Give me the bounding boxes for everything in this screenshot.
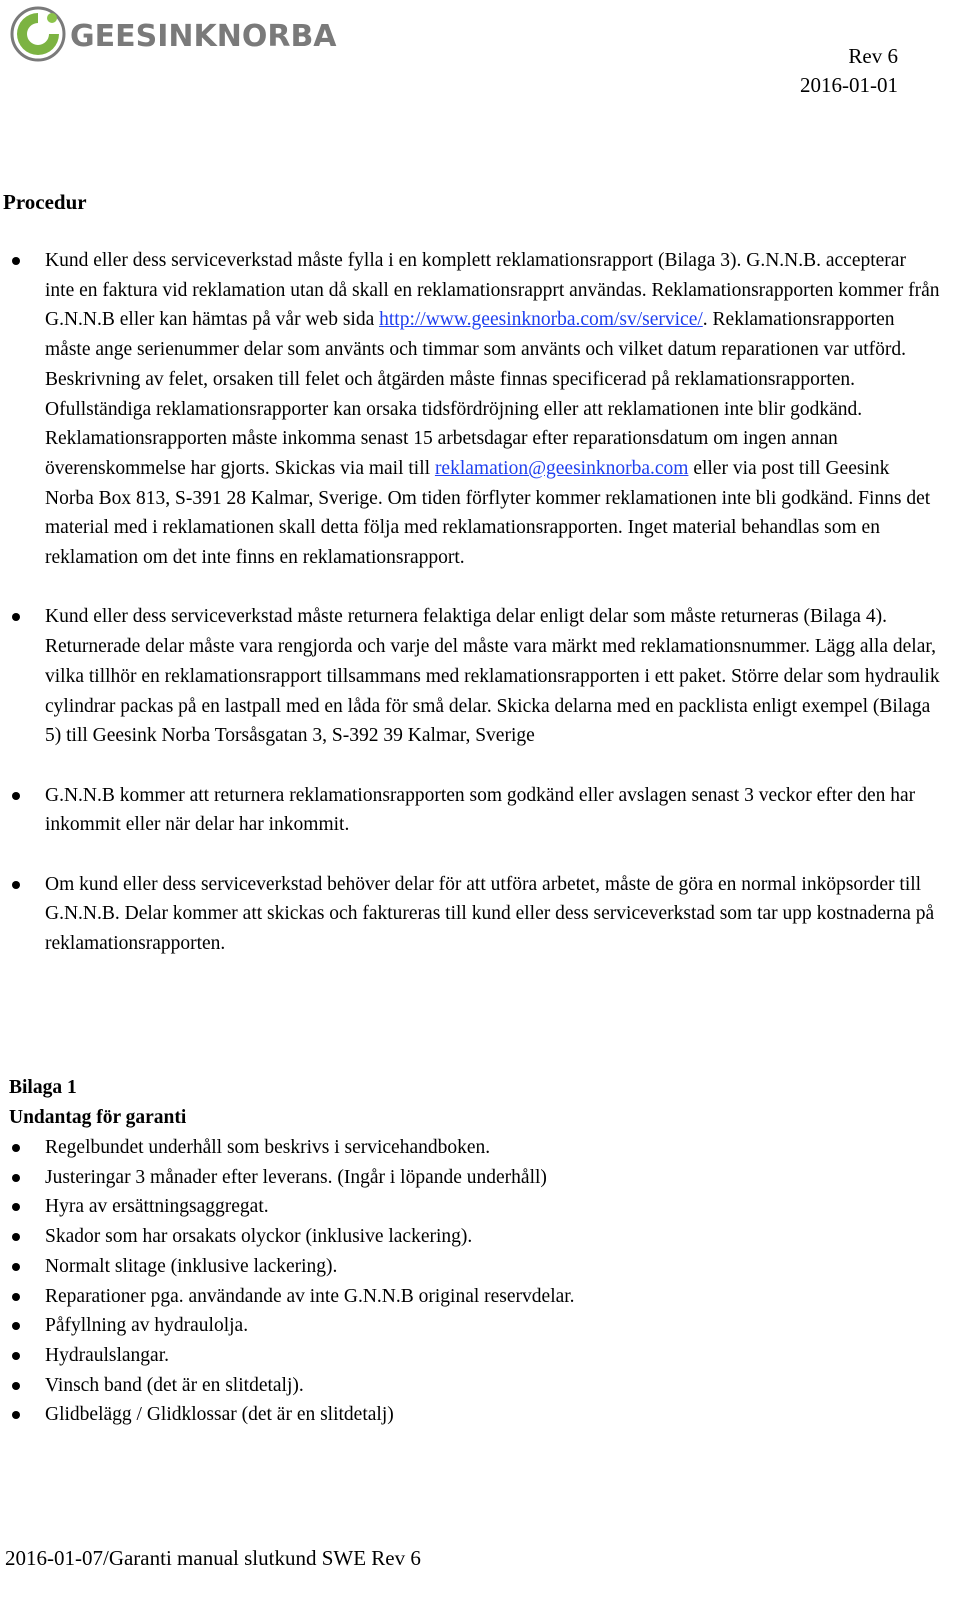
revision-date: 2016-01-01: [800, 73, 898, 97]
list-item: [0, 1371, 960, 1401]
exception-text: Skador som har orsakats olyckor (inklusive lackering).: [45, 1226, 473, 1248]
procedure-item-response: [0, 781, 960, 840]
procedure-text: . Reklamationsrapporten måste ange serienummer delar som använts och timmar som använts och vilket datum reparationen var utförd. Beskrivning av felet, orsaken till felet och åtgärden måste finnas specificerad på reklamationsrapporten. Ofullständiga reklamationsrapporter kan orsaka tidsfördröjning eller att reklamationen inte blir godkänd. Reklamationsrapporten måste inkomma senast 15 arbetsdagar efter reparationsdatum om ingen annan överenskommelse har gjorts. Skickas via mail till: [45, 309, 906, 479]
procedure-text: eller via post till Geesink Norba Box 813, S-391 28 Kalmar, Sverige. Om tiden förflyter kommer reklamationen inte bli godkänd. Finns det material med i reklamationen skall detta följa med reklamationsrapporten. Inget material behandlas som en reklamation om det inte finns en reklamationsrapport.: [45, 457, 931, 569]
exceptions-section: [0, 1133, 960, 1430]
list-item: [0, 1252, 960, 1282]
procedure-heading: Procedur: [3, 190, 87, 214]
appendix-label: Bilaga 1: [9, 1077, 77, 1098]
revision-label: Rev 6: [848, 44, 898, 68]
list-item: [0, 1311, 960, 1341]
bullet-icon: [12, 1203, 20, 1211]
bullet-icon: [12, 881, 20, 889]
exception-text: Regelbundet underhåll som beskrivs i servicehandboken.: [45, 1137, 491, 1158]
list-item: [0, 1341, 960, 1371]
exception-text: Hydraulslangar.: [45, 1344, 170, 1366]
bullet-icon: [12, 1352, 20, 1360]
company-logo: [8, 4, 338, 64]
bullet-icon: [12, 1263, 20, 1271]
bullet-icon: [12, 1411, 20, 1419]
exceptions-list: [0, 1133, 960, 1430]
logo-icon: [8, 4, 338, 64]
list-item: [0, 1400, 960, 1430]
bullet-icon: [12, 1174, 20, 1182]
exception-text: Justeringar 3 månader efter leverans. (Ingår i löpande underhåll): [45, 1166, 547, 1188]
bullet-icon: [12, 1293, 20, 1301]
revision-block: [800, 42, 898, 100]
email-link[interactable]: reklamation@geesinknorba.com: [434, 457, 689, 479]
exception-text: Påfyllning av hydraulolja.: [45, 1315, 249, 1337]
bullet-icon: [12, 257, 20, 265]
procedure-text: Om kund eller dess serviceverkstad behöver delar för att utföra arbetet, måste de göra en normal inköpsorder till G.N.N.B. Delar kommer att skickas och faktureras till kund eller dess serviceverkstad som tar upp kostnaderna på reklamationsrapporten.: [45, 873, 935, 955]
bullet-icon: [12, 613, 20, 621]
list-item: [0, 1222, 960, 1252]
service-link[interactable]: http://www.geesinknorba.com/sv/service/: [379, 309, 703, 331]
bullet-icon: [12, 1144, 20, 1152]
list-item: [0, 1282, 960, 1312]
list-item: [0, 1163, 960, 1193]
exception-text: Normalt slitage (inklusive lackering).: [45, 1255, 338, 1277]
bullet-icon: [12, 792, 20, 800]
procedure-text: Kund eller dess serviceverkstad måste fylla i en komplett reklamationsrapport (Bilaga 3). G.N.N.B. accepterar inte en faktura vid reklamation utan då skall en reklamationsrapprt användas. Reklamationsrapporten kommer från G.N.N.B eller kan hämtas på vår web sida: [45, 250, 940, 331]
bullet-icon: [12, 1382, 20, 1390]
procedure-text: G.N.N.B kommer att returnera reklamationsrapporten som godkänd eller avslagen senast 3 veckor efter den har inkommit eller när delar har inkommit.: [45, 784, 916, 836]
list-item: [0, 1133, 960, 1163]
exception-text: Reparationer pga. användande av inte G.N.N.B original reservdelar.: [45, 1285, 575, 1307]
bullet-icon: [12, 1233, 20, 1241]
procedure-list: [0, 246, 960, 959]
procedure-item-purchase-order: [0, 870, 960, 959]
list-item: [0, 1192, 960, 1222]
appendix-heading: Undantag för garanti: [9, 1107, 187, 1128]
bullet-icon: [12, 1322, 20, 1330]
exception-text: Hyra av ersättningsaggregat.: [45, 1196, 269, 1218]
procedure-section: [0, 246, 960, 989]
logo-text: GEESINKNORBA: [70, 19, 337, 54]
exception-text: Glidbelägg / Glidklossar (det är en slitdetalj): [45, 1404, 394, 1426]
procedure-item-report: [0, 246, 960, 573]
procedure-text: Kund eller dess serviceverkstad måste returnera felaktiga delar enligt delar som måste returneras (Bilaga 4). Returnerade delar måste vara rengjorda och varje del måste vara märkt med reklamationsnummer. Lägg alla delar, vilka tillhör en reklamationsrapport tillsammans med reklamationsrapporten i ett paket. Större delar som hydraulik cylindrar packas på en lastpall med en låda för små delar. Skicka delarna med en packlista enligt exempel (Bilaga 5) till Geesink Norba Torsåsgatan 3, S-392 39 Kalmar, Sverige: [45, 606, 940, 747]
page-footer: 2016-01-07/Garanti manual slutkund SWE Rev 6: [5, 1546, 421, 1570]
exception-text: Vinsch band (det är en slitdetalj).: [45, 1374, 304, 1396]
procedure-item-return-parts: [0, 602, 960, 751]
